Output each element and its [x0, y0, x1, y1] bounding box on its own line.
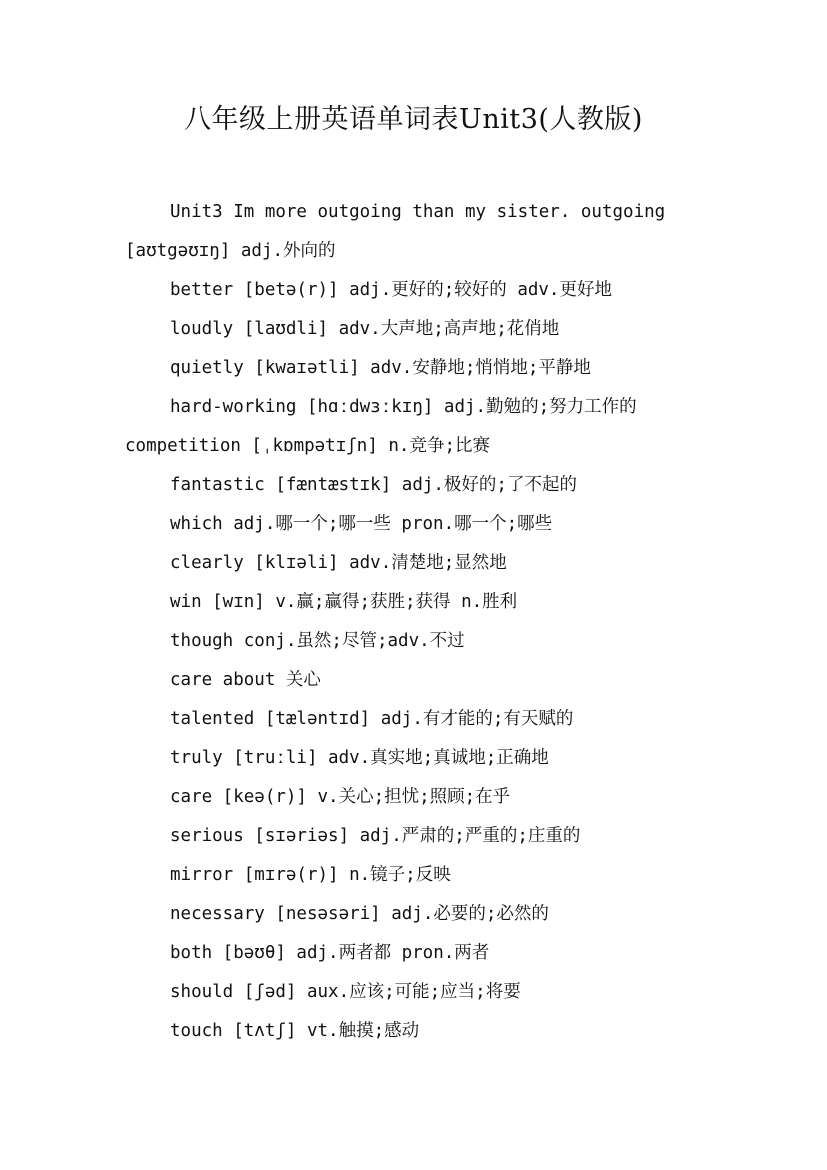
- vocab-entry: fantastic [fæntæstɪk] adj.极好的;了不起的: [170, 475, 577, 495]
- vocab-entry: both [bəʊθ] adj.两者都 pron.两者: [170, 943, 490, 963]
- vocab-entry: touch [tʌtʃ] vt.触摸;感动: [170, 1021, 420, 1041]
- vocab-entry: better [betə(r)] adj.更好的;较好的 adv.更好地: [170, 280, 612, 300]
- vocab-paragraph: hard-working [hɑːdwɜːkɪŋ] adj.勤勉的;努力工作的 competition [ˌkɒmpətɪʃn] n.竞争;比赛: [125, 397, 637, 456]
- intro-paragraph: Unit3 Im more outgoing than my sister. outgoing [aʊtgəʊɪŋ] adj.外向的: [125, 202, 666, 261]
- vocab-entry: mirror [mɪrə(r)] n.镜子;反映: [170, 865, 451, 885]
- vocab-entry: care [keə(r)] v.关心;担忧;照顾;在乎: [170, 787, 511, 807]
- vocab-entry: serious [sɪəriəs] adj.严肃的;严重的;庄重的: [170, 826, 581, 846]
- vocab-entry: loudly [laʊdli] adv.大声地;高声地;花俏地: [170, 319, 560, 339]
- vocab-entry: clearly [klɪəli] adv.清楚地;显然地: [170, 553, 507, 573]
- vocab-entry: quietly [kwaɪətli] adv.安静地;悄悄地;平静地: [170, 358, 591, 378]
- vocab-entry: which adj.哪一个;哪一些 pron.哪一个;哪些: [170, 514, 553, 534]
- vocab-entry: necessary [nesəsəri] adj.必要的;必然的: [170, 904, 549, 924]
- vocab-entry: should [ʃəd] aux.应该;可能;应当;将要: [170, 982, 521, 1002]
- vocab-entry: win [wɪn] v.赢;赢得;获胜;获得 n.胜利: [170, 592, 518, 612]
- vocab-entry: though conj.虽然;尽管;adv.不过: [170, 631, 465, 651]
- vocab-entry: care about 关心: [170, 670, 321, 690]
- vocabulary-list: [125, 193, 705, 1051]
- vocab-entry: talented [tæləntɪd] adj.有才能的;有天赋的: [170, 709, 574, 729]
- vocab-entry: truly [truːli] adv.真实地;真诚地;正确地: [170, 748, 549, 768]
- page-title: 八年级上册英语单词表Unit3(人教版): [184, 104, 643, 135]
